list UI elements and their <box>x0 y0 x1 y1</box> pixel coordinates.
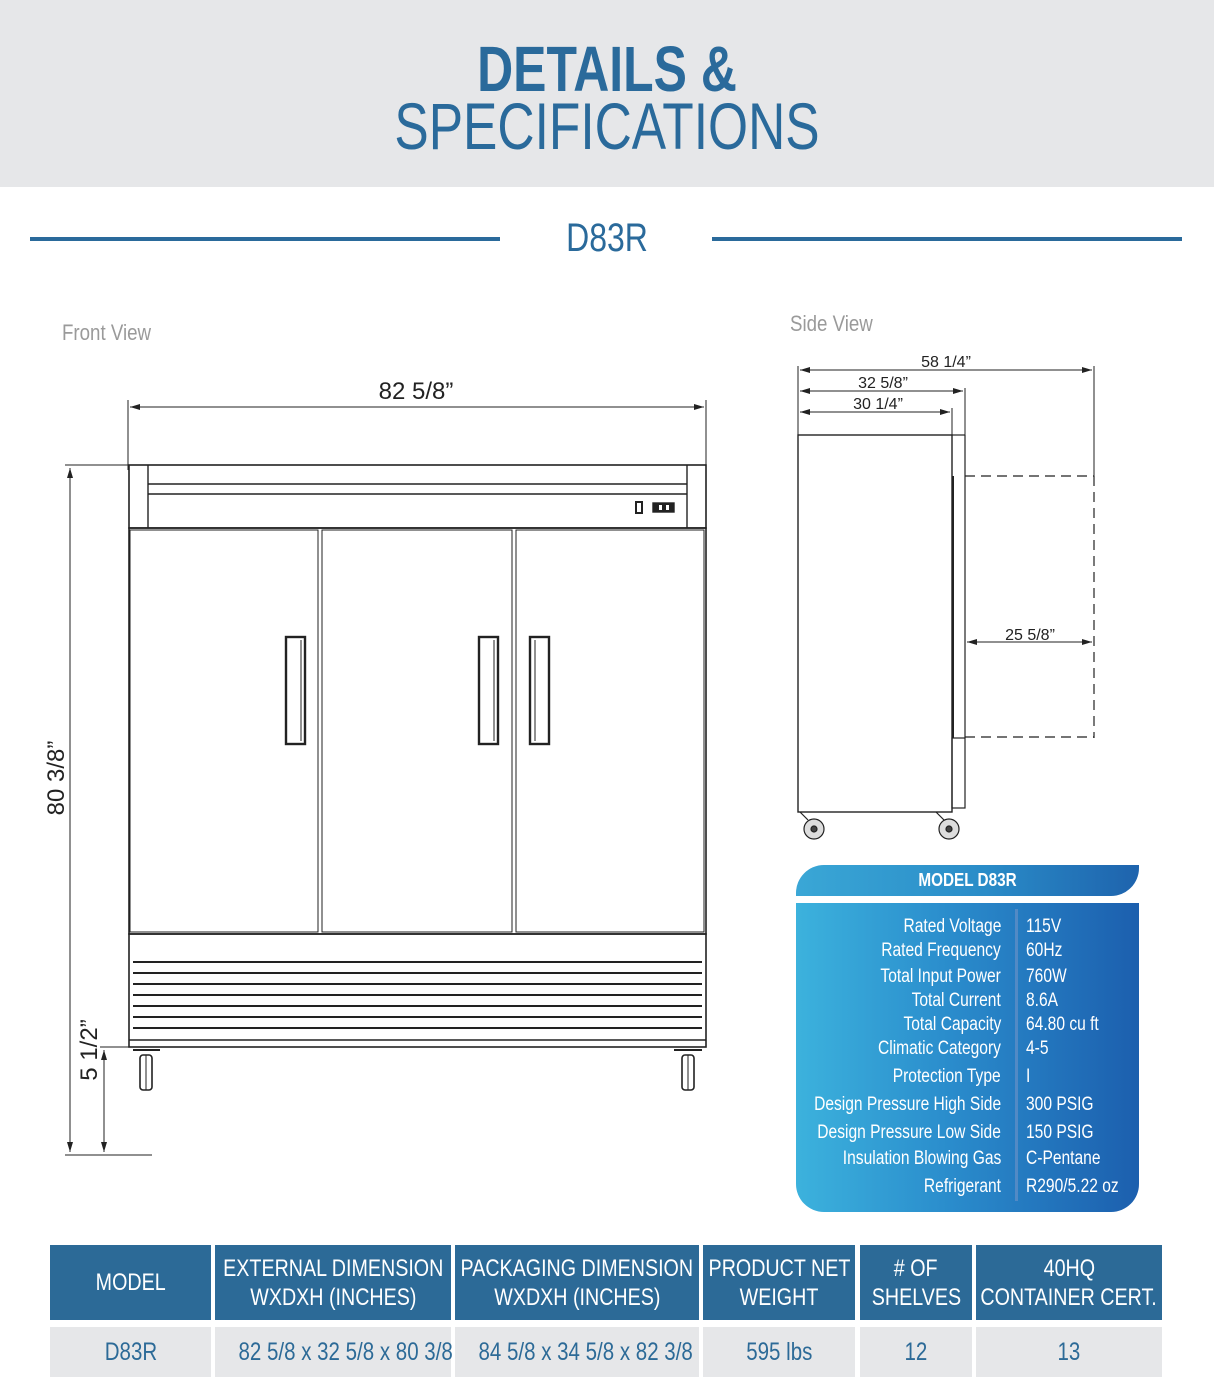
spec-label: Design Pressure Low Side <box>817 1122 1001 1143</box>
page-title-line2: SPECIFICATIONS <box>394 89 820 163</box>
front-width-dim: 82 5/8” <box>378 378 454 405</box>
side-overall-depth-dim: 32 5/8” <box>858 375 908 392</box>
spec-value: R290/5.22 oz <box>1026 1176 1119 1197</box>
spec-row <box>796 1065 1139 1089</box>
spec-label: Rated Frequency <box>881 940 1001 961</box>
spec-value: 4-5 <box>1026 1038 1049 1059</box>
table-header-packaging-dimension: PACKAGING DIMENSION WXDXH (INCHES) <box>455 1245 699 1320</box>
table-header-shelves: # OF SHELVES <box>860 1245 972 1320</box>
spec-row <box>796 1037 1139 1061</box>
spec-label: Climatic Category <box>878 1038 1001 1059</box>
front-view-label: Front View <box>62 320 152 345</box>
spec-value: 115V <box>1026 916 1062 937</box>
spec-label: Protection Type <box>893 1066 1001 1087</box>
page-title-line1: DETAILS & <box>477 33 737 105</box>
spec-value: 60Hz <box>1026 940 1063 961</box>
spec-value: 150 PSIG <box>1026 1122 1094 1143</box>
spec-value: 760W <box>1026 966 1067 987</box>
side-door-swing-dim: 25 5/8” <box>1005 627 1055 644</box>
table-cell-container: 13 <box>976 1327 1162 1377</box>
spec-label: Total Input Power <box>880 966 1001 987</box>
spec-row <box>796 989 1139 1013</box>
spec-label: Rated Voltage <box>903 916 1001 937</box>
table-cell-packaging-dimension: 84 5/8 x 34 5/8 x 82 3/8 <box>455 1327 699 1377</box>
table-header-external-dimension: EXTERNAL DIMENSION WXDXH (INCHES) <box>215 1245 451 1320</box>
spec-card <box>796 865 1139 1212</box>
spec-row <box>796 939 1139 963</box>
spec-value: 300 PSIG <box>1026 1094 1094 1115</box>
table-header-net-weight: PRODUCT NET WEIGHT <box>703 1245 855 1320</box>
spec-value: 8.6A <box>1026 990 1059 1011</box>
side-cabinet-depth-dim: 30 1/4” <box>853 396 903 413</box>
spec-row <box>796 1093 1139 1117</box>
table-cell-net-weight: 595 lbs <box>703 1327 855 1377</box>
front-height-dim: 80 3/8” <box>43 740 70 816</box>
spec-label: Total Current <box>911 990 1001 1011</box>
spec-value: 64.80 cu ft <box>1026 1014 1099 1035</box>
model-heading: D83R <box>566 216 648 260</box>
spec-label: Refrigerant <box>923 1176 1001 1197</box>
spec-value: I <box>1026 1066 1031 1087</box>
spec-row <box>796 965 1139 989</box>
spec-row <box>796 1013 1139 1037</box>
table-cell-shelves: 12 <box>860 1327 972 1377</box>
spec-label: Design Pressure High Side <box>813 1094 1001 1115</box>
table-cell-model: D83R <box>50 1327 211 1377</box>
table-cell-external-dimension: 82 5/8 x 32 5/8 x 80 3/8 <box>215 1327 451 1377</box>
spec-row <box>796 915 1139 939</box>
spec-row <box>796 1121 1139 1145</box>
table-header-model: MODEL <box>50 1245 211 1320</box>
spec-value: C-Pentane <box>1026 1148 1101 1169</box>
table-header-container: 40HQ CONTAINER CERT. <box>976 1245 1162 1320</box>
spec-label: Total Capacity <box>903 1014 1001 1035</box>
spec-row <box>796 1175 1139 1199</box>
spec-label: Insulation Blowing Gas <box>842 1148 1001 1169</box>
side-view-label: Side View <box>790 311 873 336</box>
side-depth-open-dim: 58 1/4” <box>921 354 971 371</box>
leg-height-dim: 5 1/2” <box>76 1019 103 1081</box>
spec-card-title: MODEL D83R <box>918 870 1017 890</box>
spec-row <box>796 1147 1139 1171</box>
